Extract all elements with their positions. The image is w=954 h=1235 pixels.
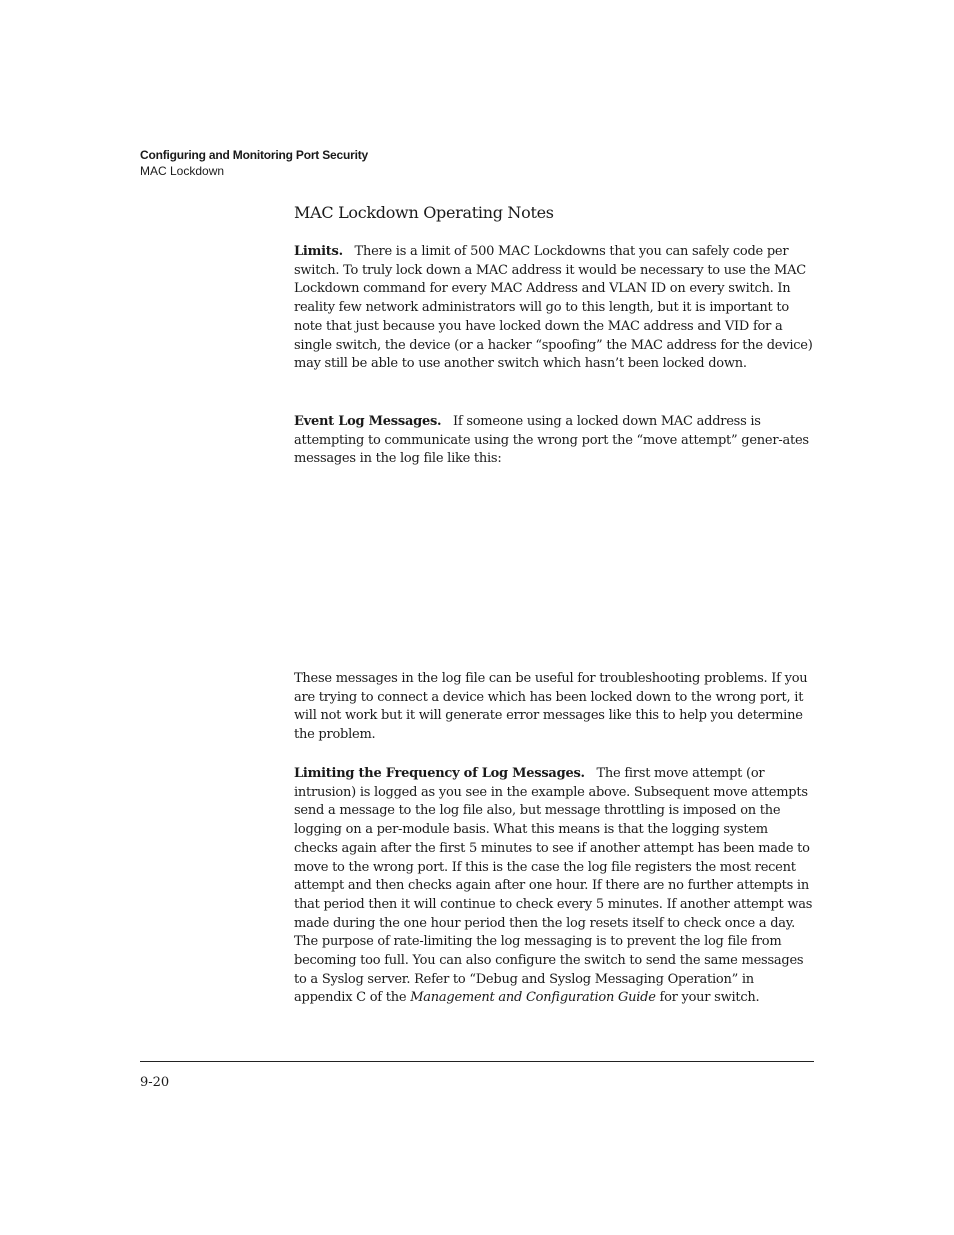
chapter-title: Configuring and Monitoring Port Security — [140, 148, 368, 162]
guide-title: Management and Configuration Guide — [410, 990, 656, 1006]
page-number: 9-20 — [140, 1075, 170, 1090]
footer-rule — [140, 1061, 814, 1062]
limits-label: Limits. — [294, 244, 343, 259]
troubleshooting-text: These messages in the log file can be useful for troubleshooting problems. If you are trying to connect a device which has been locked down to the wrong port, it will not work but it will generate error messages like this to help you determine the problem. — [294, 671, 808, 743]
frequency-tail: for your switch. — [659, 990, 760, 1006]
limits-text: There is a limit of 500 MAC Lockdowns that you can safely code per switch. To truly lock down a MAC address it would be necessary to use the MAC Lockdown command for every MAC Address and VLAN ID on every switch. In reality few network administrators will go to this length, but it is important to note that just because you have locked down the MAC address and VID for a single switch, the device (or a hacker “spoofing” the MAC address for the device) may still be able to use another switch which hasn’t been locked down. — [294, 244, 813, 372]
event-log-label: Event Log Messages. — [294, 414, 442, 429]
frequency-text: The first move attempt (or intrusion) is logged as you see in the example above. Subsequent move attempts send a message to the log file also, but message throttling is imposed on the logging on a per-module basis. What this means is that the logging system checks again after the first 5 minutes to see if another attempt has been made to move to the wrong port. If this is the case the log file registers the most recent attempt and then checks again after one hour. If there are no further attempts in that period then it will continue to check every 5 minutes. If another attempt was made during the one hour period then the log resets itself to check once a day. The purpose of rate-limiting the log messaging is to prevent the log file from becoming too full. You can also configure the switch to send the same messages to a Syslog server. Refer to “Debug and Syslog Messaging Operation” in appendix C of the — [294, 766, 813, 1006]
section-heading: MAC Lockdown Operating Notes — [294, 203, 554, 222]
event-log-text: If someone using a locked down MAC address is attempting to communicate using the wrong port the “move attempt” gener-ates messages in the log file like this: — [294, 414, 809, 467]
event-log-paragraph — [294, 413, 814, 469]
frequency-label: Limiting the Frequency of Log Messages. — [294, 766, 585, 781]
section-title: MAC Lockdown — [140, 164, 225, 178]
troubleshooting-paragraph — [294, 670, 814, 745]
frequency-paragraph — [294, 765, 814, 1008]
running-header — [140, 147, 368, 179]
limits-paragraph — [294, 243, 814, 374]
